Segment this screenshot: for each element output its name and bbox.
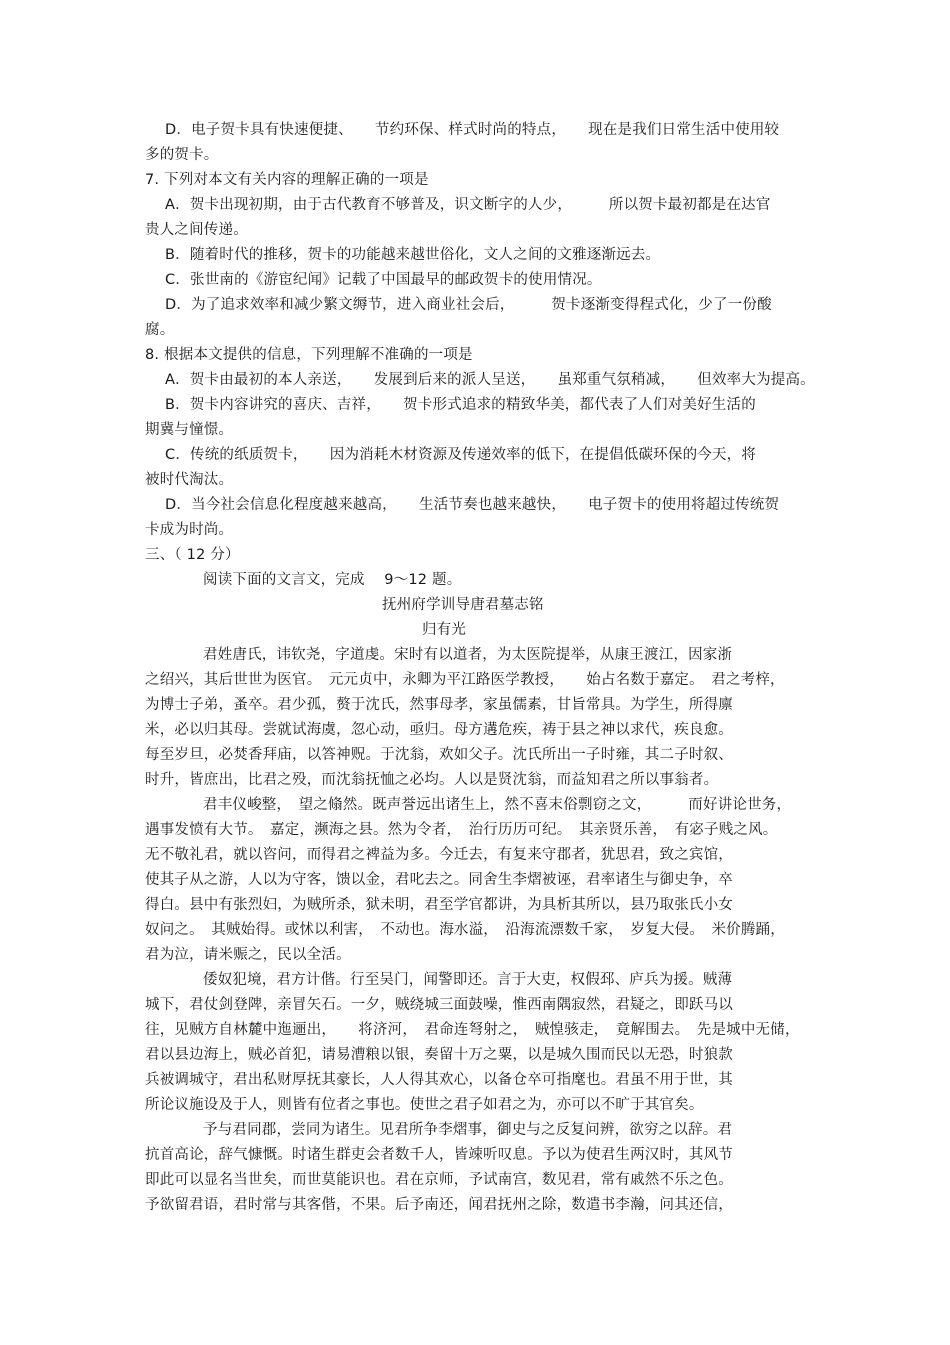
option-b: B．贺卡内容讲究的喜庆、吉祥， 贺卡形式追求的精致华美，都代表了人们对美好生活的 — [165, 397, 756, 413]
text-line: 使其子从之游，人以为守客，馈以金，君叱去之。同舍生李熠被诬，君率诸生与御史争，卒 — [145, 872, 733, 888]
text-line: 所论议施设及于人，则皆有位者之事也。使世之君子如君之为，亦可以不旷于其官矣。 — [145, 1097, 704, 1113]
text-line: 贵人之间传递。 — [145, 222, 248, 238]
option-d: D．当今社会信息化程度越来越高， 生活节奏也越来越快， 电子贺卡的使用将超过传统贺 — [165, 497, 780, 513]
text-line: 得白。县中有张烈妇，为贼所杀，狱未明，君至学官都讲，为具析其所以，县乃取张氏小女 — [145, 897, 733, 913]
instruction: 阅读下面的文言文，完成 9～12 题。 — [203, 572, 462, 588]
text-line: 多的贺卡。 — [145, 147, 219, 163]
option-b: B．随着时代的推移，贺卡的功能越来越世俗化，文人之间的文雅逐渐远去。 — [165, 247, 661, 263]
text-line: 卡成为时尚。 — [145, 522, 234, 538]
text-line: 倭奴犯境，君方计偕。行至吴门，闻警即还。言于大吏，权假邳、庐兵为援。贼薄 — [203, 972, 733, 988]
section-heading: 三、（ 12 分） — [145, 547, 240, 563]
text-line: 无不敬礼君，就以咨问，而得君之裨益为多。今迁去，有复来守郡者，犹思君，致之宾馆， — [145, 847, 733, 863]
text-line: 奴问之。 其贼始得。或怵以利害， 不动也。海水溢， 沿海流漂数千家， 岁复大侵。 米价腾踊， — [145, 922, 785, 938]
option-a: A．贺卡出现初期，由于古代教育不够普及，识文断字的人少， 所以贺卡最初都是在达官 — [165, 197, 771, 213]
text-line: 腐。 — [145, 322, 175, 338]
text-line: D．电子贺卡具有快速便捷、 节约环保、样式时尚的特点， 现在是我们日常生活中使用较 — [165, 122, 780, 138]
text-line: 抗首高论，辞气慷慨。时诸生群吏会者数千人，皆竦听叹息。予以为使君生两汉时，其风节 — [145, 1147, 733, 1163]
text-line: 为博士子弟，蚤卒。君少孤，赘于沈氏，然事母孝，家虽儒素，甘旨常具。为学生，所得廪 — [145, 697, 733, 713]
question-8: 8. 根据本文提供的信息，下列理解不准确的一项是 — [145, 347, 473, 363]
text-line: 往，见贼方自林麓中迤逦出， 将济河， 君命连弩射之， 贼惶骇走， 竟解围去。 先是城中无储， — [145, 1022, 800, 1038]
text-line: 君为泣，请米赈之，民以全活。 — [145, 947, 351, 963]
text-line: 期冀与憧憬。 — [145, 422, 234, 438]
question-7: 7. 下列对本文有关内容的理解正确的一项是 — [145, 172, 429, 188]
option-a: A．贺卡由最初的本人亲送， 发展到后来的派人呈送， 虽郑重气氛稍减， 但效率大为提高。 — [165, 372, 815, 388]
text-line: 君丰仪峻整， 望之翛然。既声誉远出诸生上，然不喜末俗剽窃之文， 而好讲论世务， — [203, 797, 792, 813]
text-line: 即此可以显名当世矣，而世莫能识也。君在京师，予试南宫，数见君，常有戚然不乐之色。 — [145, 1172, 733, 1188]
text-line: 被时代淘汰。 — [145, 472, 234, 488]
text-line: 君姓唐氏，讳钦尧，字道虔。宋时有以道者，为太医院提举，从康王渡江，因家浙 — [203, 647, 733, 663]
text-line: 兵被调城守，君出私财厚抚其豪长，人人得其欢心，以备仓卒可指麾也。君虽不用于世，其 — [145, 1072, 733, 1088]
option-c: C．传统的纸质贺卡， 因为消耗木材资源及传递效率的低下，在提倡低碳环保的今天，将 — [165, 447, 757, 463]
text-line: 予欲留君语，君时常与其客偕，不果。后予南还，闻君抚州之除，数遣书李瀚，问其还信， — [145, 1197, 733, 1213]
text-line: 城下，君仗剑登陴，亲冒矢石。一夕，贼绕城三面鼓噪，惟西南隅寂然，君疑之，即跃马以 — [145, 997, 733, 1013]
text-line: 时升，皆庶出，比君之殁，而沈翁抚恤之必均。人以是贤沈翁，而益知君之所以事翁者。 — [145, 772, 719, 788]
passage-author: 归有光 — [422, 622, 467, 638]
text-line: 每至岁旦，必焚香拜庙，以答神贶。于沈翁，欢如父子。沈氏所出一子时雍，其二子时叙、 — [145, 747, 733, 763]
text-line: 米，必以归其母。尝就试海虞，忽心动，亟归。母方遘危疾，祷于县之神以求代，疾良愈。 — [145, 722, 733, 738]
text-line: 予与君同郡，尝同为诸生。见君所争李熠事，御史与之反复问辨，欲穷之以辞。君 — [203, 1122, 733, 1138]
text-line: 遇事发愤有大节。 嘉定，濒海之县。然为令者， 治行历历可纪。 其亲贤乐善， 有宓子贱之风。 — [145, 822, 778, 838]
option-c: C．张世南的《游宦纪闻》记载了中国最早的邮政贺卡的使用情况。 — [165, 272, 602, 288]
option-d: D．为了追求效率和减少繁文缛节，进入商业社会后， 贺卡逐渐变得程式化，少了一份酸 — [165, 297, 772, 313]
passage-title: 抚州府学训导唐君墓志铭 — [382, 597, 544, 613]
text-line: 之绍兴，其后世世为医官。 元元贞中，永卿为平江路医学教授， 始占名数于嘉定。 君之考梓， — [145, 672, 785, 688]
text-line: 君以县边海上，贼必首犯，请易漕粮以银，奏留十万之粟，以是城久围而民以无恐，时狼款 — [145, 1047, 733, 1063]
